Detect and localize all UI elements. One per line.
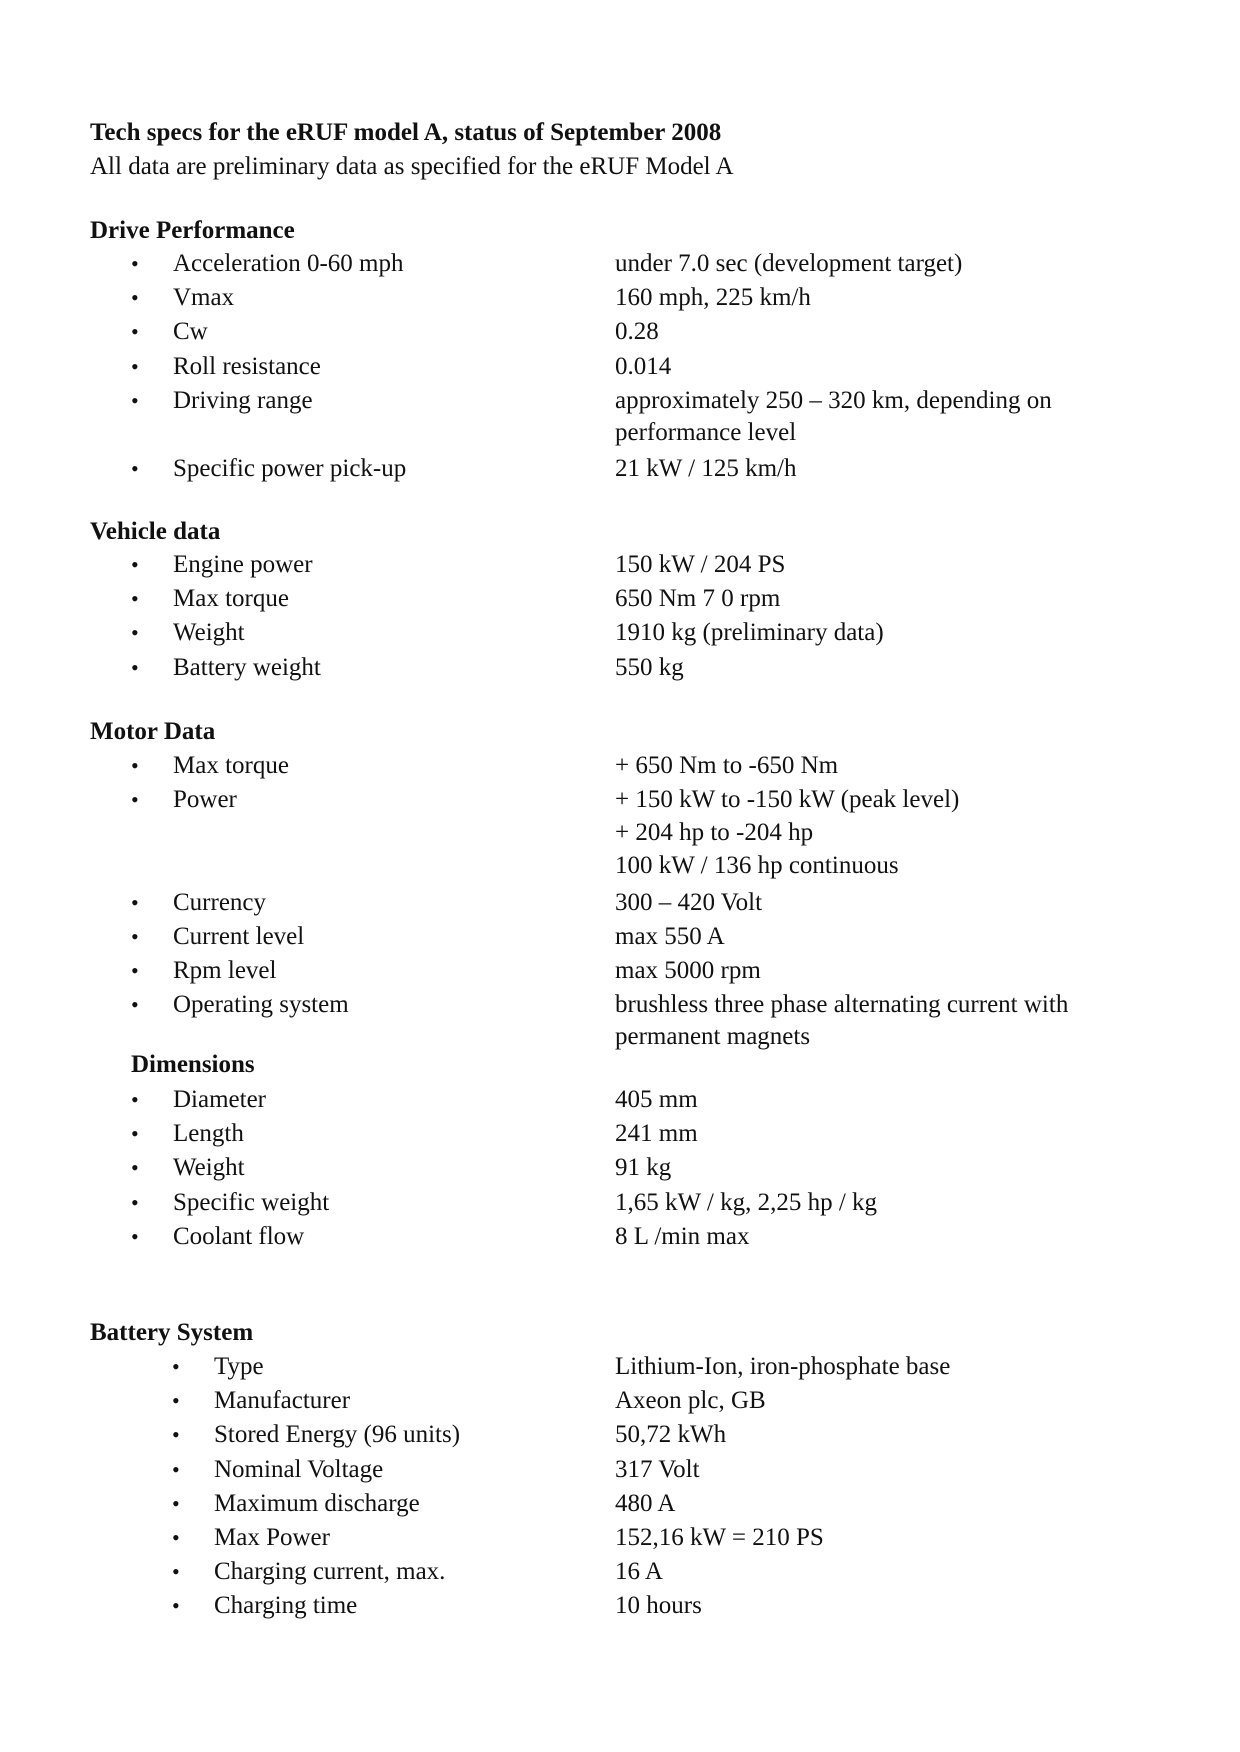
spec-value: + 650 Nm to -650 Nm: [615, 752, 839, 779]
spec-value: 21 kW / 125 km/h: [615, 455, 797, 483]
spec-label: Diameter: [173, 1086, 267, 1113]
section-heading-motor: Motor Data: [90, 718, 216, 745]
spec-value: 0.014: [615, 352, 672, 380]
spec-label: Current level: [173, 923, 305, 950]
spec-value: 480 A: [615, 1489, 676, 1517]
bullet-icon: •: [131, 924, 139, 949]
bullet-icon: •: [131, 753, 139, 778]
spec-value: under 7.0 sec (development target): [615, 250, 963, 277]
spec-label: Operating system: [173, 991, 349, 1019]
spec-label: Max torque: [173, 752, 289, 779]
bullet-icon: •: [131, 1121, 139, 1147]
spec-label: Rpm level: [173, 957, 277, 985]
spec-value: + 150 kW to -150 kW (peak level): [615, 786, 960, 814]
bullet-icon: •: [131, 1087, 139, 1112]
bullet-icon: •: [172, 1456, 180, 1482]
bullet-icon: •: [172, 1422, 180, 1448]
spec-label: Weight: [173, 619, 245, 647]
spec-value: Lithium-Ion, iron-phosphate base: [615, 1353, 951, 1380]
section-heading-vehicle: Vehicle data: [90, 518, 221, 545]
spec-label: Vmax: [173, 284, 235, 312]
bullet-icon: •: [131, 1155, 139, 1181]
bullet-icon: •: [131, 586, 139, 612]
spec-label: Max Power: [214, 1524, 330, 1551]
spec-value: + 204 hp to -204 hp: [615, 819, 814, 847]
spec-label: Cw: [173, 318, 208, 346]
spec-value: max 550 A: [615, 923, 725, 950]
spec-value: permanent magnets: [615, 1023, 811, 1051]
spec-label: Weight: [173, 1154, 245, 1182]
spec-value: 1,65 kW / kg, 2,25 hp / kg: [615, 1188, 878, 1216]
spec-value: performance level: [615, 418, 797, 446]
section-heading-dimensions: Dimensions: [131, 1051, 255, 1078]
spec-value: Axeon plc, GB: [615, 1387, 766, 1415]
bullet-icon: •: [131, 787, 139, 813]
bullet-icon: •: [131, 251, 139, 276]
bullet-icon: •: [172, 1593, 180, 1619]
spec-label: Nominal Voltage: [214, 1455, 384, 1483]
spec-label: Driving range: [173, 386, 313, 414]
spec-label: Charging current, max.: [214, 1558, 446, 1586]
spec-value: 150 kW / 204 PS: [615, 551, 786, 578]
bullet-icon: •: [131, 319, 139, 345]
spec-label: Specific weight: [173, 1188, 330, 1216]
spec-label: Maximum discharge: [214, 1489, 420, 1517]
spec-value: max 5000 rpm: [615, 957, 761, 985]
spec-value: brushless three phase alternating current with: [615, 991, 1069, 1019]
spec-label: Battery weight: [173, 653, 321, 681]
spec-label: Max torque: [173, 585, 289, 613]
spec-value: 100 kW / 136 hp continuous: [615, 852, 899, 880]
bullet-icon: •: [172, 1525, 180, 1550]
bullet-icon: •: [172, 1354, 180, 1379]
spec-value: approximately 250 – 320 km, depending on: [615, 386, 1052, 414]
spec-value: 650 Nm 7 0 rpm: [615, 585, 781, 613]
bullet-icon: •: [131, 620, 139, 646]
spec-label: Acceleration 0-60 mph: [173, 250, 404, 277]
spec-value: 91 kg: [615, 1154, 672, 1182]
bullet-icon: •: [172, 1559, 180, 1585]
spec-value: 405 mm: [615, 1086, 698, 1113]
spec-value: 8 L /min max: [615, 1222, 750, 1250]
spec-value: 0.28: [615, 318, 659, 346]
bullet-icon: •: [131, 285, 139, 311]
spec-value: 1910 kg (preliminary data): [615, 619, 884, 647]
spec-value: 300 – 420 Volt: [615, 888, 763, 916]
spec-label: Currency: [173, 888, 267, 916]
spec-label: Roll resistance: [173, 352, 321, 380]
spec-value: 160 mph, 225 km/h: [615, 284, 811, 312]
bullet-icon: •: [131, 353, 139, 379]
spec-value: 16 A: [615, 1558, 663, 1586]
bullet-icon: •: [131, 1189, 139, 1215]
spec-value: 50,72 kWh: [615, 1421, 727, 1449]
bullet-icon: •: [131, 654, 139, 680]
spec-label: Length: [173, 1120, 244, 1148]
bullet-icon: •: [131, 1223, 139, 1249]
bullet-icon: •: [131, 889, 139, 915]
bullet-icon: •: [131, 552, 139, 577]
spec-label: Charging time: [214, 1592, 358, 1620]
spec-value: 550 kg: [615, 653, 684, 681]
document-title: Tech specs for the eRUF model A, status of September 2008: [90, 119, 722, 146]
document-subtitle: All data are preliminary data as specified for the eRUF Model A: [90, 153, 734, 180]
section-heading-battery: Battery System: [90, 1319, 254, 1346]
bullet-icon: •: [172, 1388, 180, 1414]
bullet-icon: •: [131, 456, 139, 482]
spec-label: Specific power pick-up: [173, 455, 407, 483]
bullet-icon: •: [172, 1490, 180, 1516]
spec-label: Coolant flow: [173, 1222, 305, 1250]
spec-label: Engine power: [173, 551, 313, 578]
bullet-icon: •: [131, 387, 139, 413]
spec-label: Power: [173, 786, 237, 814]
spec-value: 317 Volt: [615, 1455, 700, 1483]
spec-label: Stored Energy (96 units): [214, 1421, 461, 1449]
section-heading-drive: Drive Performance: [90, 217, 295, 244]
spec-label: Manufacturer: [214, 1387, 351, 1415]
spec-label: Type: [214, 1353, 264, 1380]
spec-value: 241 mm: [615, 1120, 698, 1148]
bullet-icon: •: [131, 992, 139, 1018]
spec-value: 152,16 kW = 210 PS: [615, 1524, 824, 1551]
bullet-icon: •: [131, 958, 139, 984]
spec-value: 10 hours: [615, 1592, 702, 1620]
